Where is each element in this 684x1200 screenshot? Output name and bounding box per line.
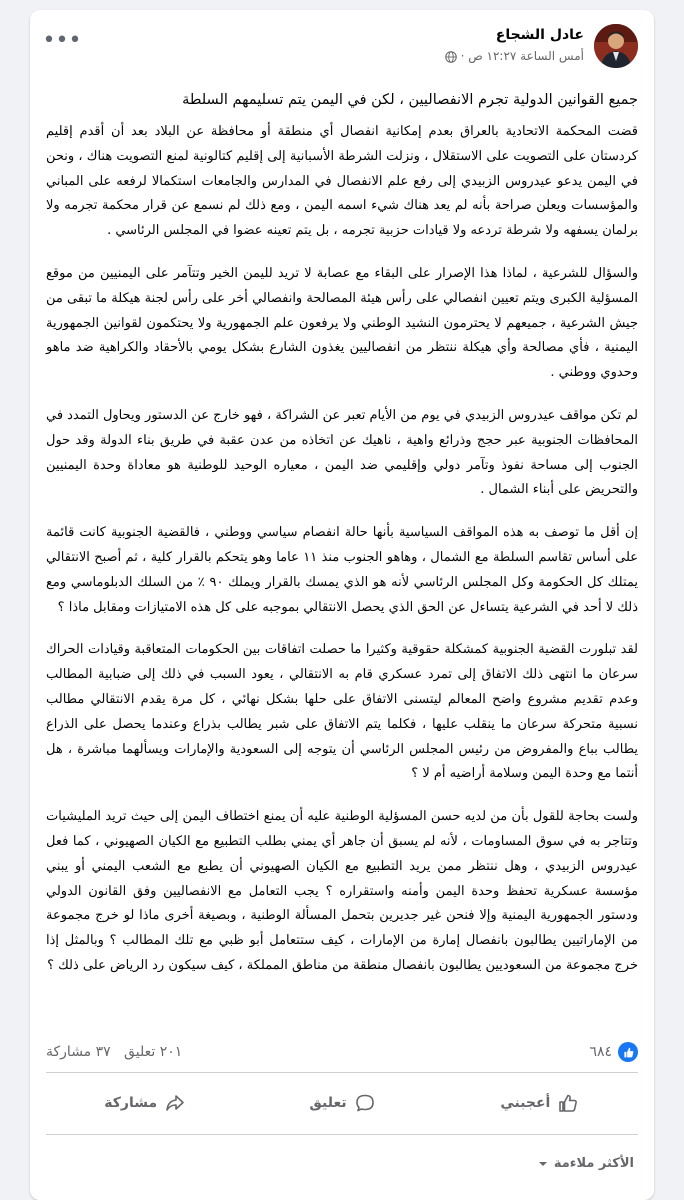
author-name[interactable]: عادل الشجاع (495, 27, 584, 43)
avatar[interactable] (594, 24, 638, 68)
share-button[interactable] (46, 1080, 243, 1126)
post-paragraph: لقد تبلورت القضية الجنوبية كمشكلة حقوقية وكثيرا ما حصلت اتفاقات بين الحكومات المتعاقبة وقيادات الحراك سرعان ما انتهى ذلك الاتفاق إلى تمرد عسكري قام به الانتقالي ، يعود السبب في ذلك إلى ضبابية المطالب وعدم تقديم مشروع واضح المعالم ليتسنى الاتفاق على حلها بشكل نهائي ، كل مرة يقدم الانتقالي مطالب نسبية متحركة سرعان ما ينقلب عليها ، فكلما يتم الاتفاق على شبر يطالب بذراع وعندما يحصل على الذراع يطالب بباع والمفروض من رئيس المجلس الرئاسي أن يتوجه إلى السعودية والإمارات ويسألهما مباشرة ، هل أنتما مع وحدة اليمن وسلامة أراضيه أم لا ؟ (46, 642, 638, 782)
like-label: أعجبني (500, 1095, 551, 1111)
post-header (42, 24, 638, 74)
share-arrow-icon (165, 1093, 185, 1113)
like-reaction-icon (618, 1042, 638, 1062)
post-paragraph: ولست بحاجة للقول بأن من لديه حسن المسؤلية الوطنية عليه أن يمنع اختطاف اليمن إلى حيث تريد المليشيات وتتاجر به في سوق المساومات ، لأنه لم يسبق أن جاهر أي يمني بطلب التطبيع مع الكيان الصهيوني ، كما فعل عيدروس الزبيدي ، وهل ننتظر ممن يريد التطبيع مع الكيان الصهيوني أن يطبع مع الشعب اليمني أو يبني مؤسسة عسكرية تحفظ وحدة اليمن وأمنه واستقراره ؟ يجب التعامل مع الانفصاليين وفق القانون الدولي ودستور الجمهورية اليمنية وإلا فنحن غير جديرين بتحمل المسألة الوطنية ، وبصيغة أخرى ماذا لو خرج مجموعة من الإماراتيين يطالبون بانفصال إمارة من الإمارات ، كيف ستتعامل أبو ظبي مع تلك المطالب ؟ وبالمثل إذا خرج مجموعة من السعوديين يطالبون بانفصال منطقة من مناطق المملكة ، كيف سيكون رد الرياض على ذلك ؟ (46, 809, 638, 973)
comments-count[interactable]: ٢٠١ تعليق (124, 1044, 183, 1060)
comments-sort-dropdown[interactable] (538, 1156, 634, 1171)
share-label: مشاركة (104, 1095, 158, 1111)
post-paragraph: إن أقل ما توصف به هذه المواقف السياسية بأنها حالة انفصام سياسي ووطني ، فالقضية الجنوبية كانت قائمة على أساس تقاسم السلطة مع الشمال ، وهاهو الجنوب منذ ١١ عاما وهو يتحكم بالقرار كلية ، ثم أصبح الانتقالي يمتلك كل الحكومة وكل المجلس الرئاسي لأنه هو الذي يمسك بالقرار ويملك ٩٠ ٪ من السلك الدبلوماسي ومع ذلك لا أحد في الشرعية يتساءل عن الحق الذي يحصل الانتقالي بموجبه على كل هذه الامتيازات ومقابل ماذا ؟ (46, 525, 639, 615)
caret-down-icon (538, 1159, 548, 1169)
post-stats (46, 1038, 638, 1068)
engagement-counts (46, 1044, 182, 1060)
post-meta-text: أمس الساعة ١٢:٢٧ ص · (460, 49, 584, 63)
divider (46, 1072, 638, 1073)
avatar-image (594, 24, 638, 68)
post-body (46, 120, 638, 997)
divider (46, 1134, 638, 1135)
thumbs-up-icon (558, 1093, 578, 1113)
more-options-button[interactable] (42, 27, 82, 53)
reactions-summary[interactable] (589, 1042, 638, 1062)
comment-button[interactable] (243, 1080, 440, 1126)
comment-bubble-icon (355, 1093, 375, 1113)
globe-icon (445, 51, 457, 63)
post-paragraph: قضت المحكمة الاتحادية بالعراق بعدم إمكانية انفصال أي منطقة أو محافظة عن البلاد بعد أن أقدم إقليم كردستان على التصويت على الاستقلال ، ونزلت الشرطة الأسبانية إلى إقليم كتالونية لمنع التصويت هناك ، ونحن في اليمن يدعو عيدروس الزبيدي إلى رفع علم الانفصال في المدارس والجامعات استكمالا لرفعه على المباني والمؤسسات ويعلن صراحة بأنه لم يعد هناك شيء اسمه اليمن ، ومع ذلك لم نسمع عن قرار محكمة تجرمه ولا برلمان يسفهه ولا شرطة تردعه ولا قيادات حزبية تجرمه ، بل يتم تعينه عضوا في المجلس الرئاسي . (46, 124, 638, 239)
comment-label: تعليق (309, 1095, 347, 1111)
more-dots-icon: ••• (42, 27, 82, 53)
post-paragraph: والسؤال للشرعية ، لماذا هذا الإصرار على البقاء مع عصابة لا تريد لليمن الخير وتتآمر على اليمنيين من موقع المسؤلية الكبرى ويتم تعيين انفصالي على رأس هيئة المصالحة وانفصالي أخر على رأس لجنة هيكلة ما تبقى من جيش الشرعية ، جميعهم لا يحترمون النشيد الوطني ولا يرفعون علم الجمهورية ولا يحتكمون لقوانين الجمهورية اليمنية ، فأي مصالحة وأي هيكلة ننتظر من انفصاليين يغذون الشارع بشكل يومي بالأحقاد والكراهية ضد ماهو وحدوي ووطني . (46, 265, 638, 381)
post-paragraph: لم تكن مواقف عيدروس الزبيدي في يوم من الأيام تعبر عن الشراكة ، فهو خارج عن الدستور ويحاول التمدد في المحافظات الجنوبية عبر حجج وذرائع واهية ، ناهيك عن اتخاذه من عدن عقبة في طريق بناء الدولة وقد حول الجنوب إلى مساحة نفوذ وتآمر دولي وإقليمي ضد اليمن ، معياره الوحيد للوطنية هو معاداة وحدة اليمنيين والتحريض على أبناء الشمال . (46, 407, 638, 498)
like-button[interactable] (441, 1080, 638, 1126)
post-headline: جميع القوانين الدولية تجرم الانفصاليين ، لكن في اليمن يتم تسليمهم السلطة (182, 92, 638, 108)
post-actions (46, 1080, 638, 1126)
comments-sort-label: الأكثر ملاءمة (553, 1156, 634, 1171)
shares-count[interactable]: ٣٧ مشاركة (46, 1044, 111, 1060)
post-timestamp[interactable] (443, 49, 584, 63)
reactions-count: ٦٨٤ (589, 1044, 612, 1060)
post-card (30, 10, 654, 1200)
